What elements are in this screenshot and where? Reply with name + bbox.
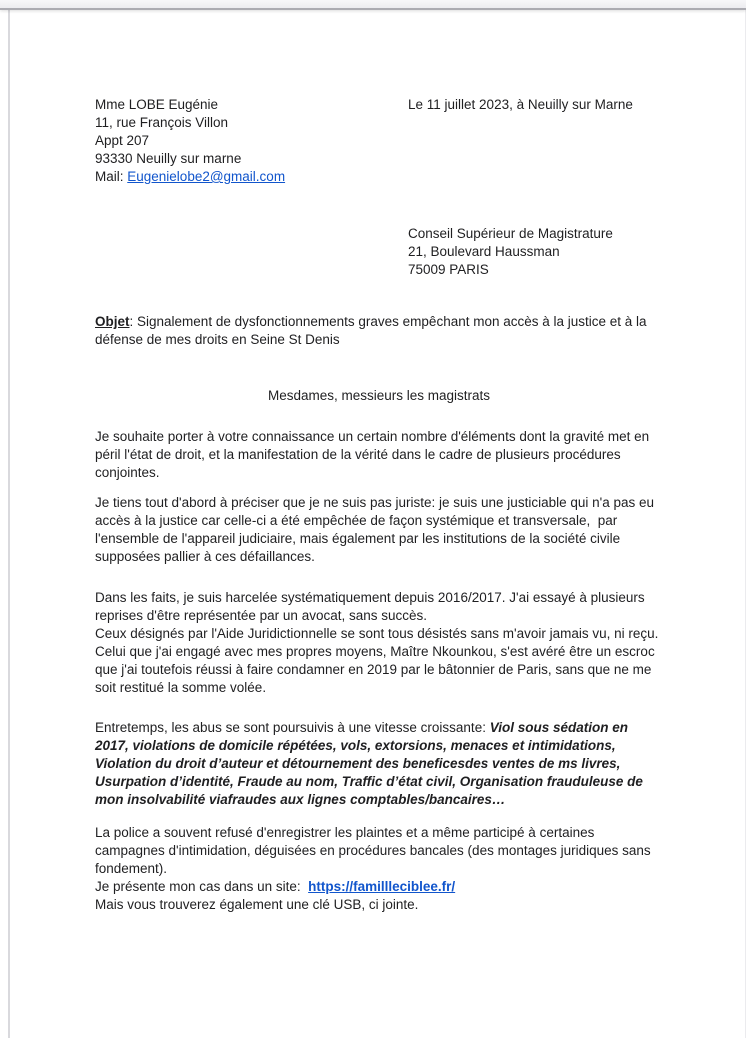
paragraph-police-and-site (95, 824, 663, 914)
recipient-street: 21, Boulevard Haussman (408, 244, 560, 259)
salutation: Mesdames, messieurs les magistrats (267, 388, 491, 403)
letter-content (10, 10, 745, 914)
paragraph-harassment-lawyers (95, 589, 663, 697)
recipient-name: Conseil Supérieur de Magistrature (408, 226, 613, 241)
paragraph-not-a-jurist: Je tiens tout d'abord à préciser que je ne suis pas juriste: je suis une justiciable qui n'a pas eu accès à la justice car celle-ci a été empêchée de façon systémique et transversale, par l'ensemble de l'appareil judiciaire, mais également par les institutions de la société civile supposées pallier à ces défaillances. (95, 495, 658, 564)
sender-email-line (95, 168, 663, 186)
sender-name: Mme LOBE Eugénie (95, 97, 219, 112)
sender-city: 93330 Neuilly sur marne (95, 151, 242, 166)
paragraph-abuses (95, 719, 663, 809)
site-intro-label: Je présente mon cas dans un site: (95, 879, 309, 894)
subject-line (95, 313, 663, 349)
letter-header (95, 96, 663, 186)
recipient-city: 75009 PARIS (408, 262, 489, 277)
date-place-line: Le 11 juillet 2023, à Neuilly sur Marne (408, 97, 633, 112)
abuses-intro: Entretemps, les abus se sont poursuivis à une vitesse croissante: (95, 720, 490, 735)
viewer-top-edge (0, 0, 746, 10)
case-website-link[interactable]: https://famillleciblee.fr/ (308, 879, 456, 894)
usb-key-text: Mais vous trouverez également une clé USB, ci jointe. (95, 897, 419, 912)
paragraph-harassment-line2: Ceux désignés par l'Aide Juridictionnelle se sont tous désistés sans m'avoir jamais vu, ni reçu. (95, 626, 659, 641)
paragraph-introduction: Je souhaite porter à votre connaissance un certain nombre d'éléments dont la gravité met en péril l'état de droit, et la manifestation de la vérité dans le cadre de plusieurs procédures conjointes. (95, 429, 653, 480)
sender-email-link[interactable]: Eugenielobe2@gmail.com (127, 169, 286, 184)
sender-apartment: Appt 207 (95, 133, 150, 148)
paragraph-harassment-line3: Celui que j'ai engagé avec mes propres moyens, Maître Nkounkou, s'est avéré être un escroc que j'ai toutefois réussi à faire condamner en 2019 par le bâtonnier de Paris, sans que ne me soit restitué la somme volée. (95, 644, 659, 695)
subject-text: : Signalement de dysfonctionnements graves empêchant mon accès à la justice et à la défense de mes droits en Seine St Denis (95, 314, 651, 347)
police-refusal-text: La police a souvent refusé d'enregistrer les plaintes et a même participé à certaines campagnes d'intimidation, déguisées en procédures bancales (des montages juridiques sans fondement). (95, 825, 655, 876)
sender-street: 11, rue François Villon (95, 115, 229, 130)
abuses-emphasized-list: Viol sous sédation en 2017, violations de domicile répétées, vols, extorsions, menaces et intimidations, Violation du droit d’auteur et détournement des beneficesdes ventes de ms livres, Usurpation d’identité, Fraude au nom, Traffic d’état civil, Organisation frauduleuse de mon insolvabilité viafraudes aux lignes comptables/bancaires… (95, 720, 647, 807)
letter-page (8, 10, 746, 1038)
subject-label: Objet (95, 314, 130, 329)
recipient-address-block (408, 225, 663, 279)
email-label: Mail: (95, 169, 128, 184)
paragraph-harassment-line1: Dans les faits, je suis harcelée systématiquement depuis 2016/2017. J'ai essayé à plusieurs reprises d'être représentée par un avocat, sans succès. (95, 590, 649, 623)
